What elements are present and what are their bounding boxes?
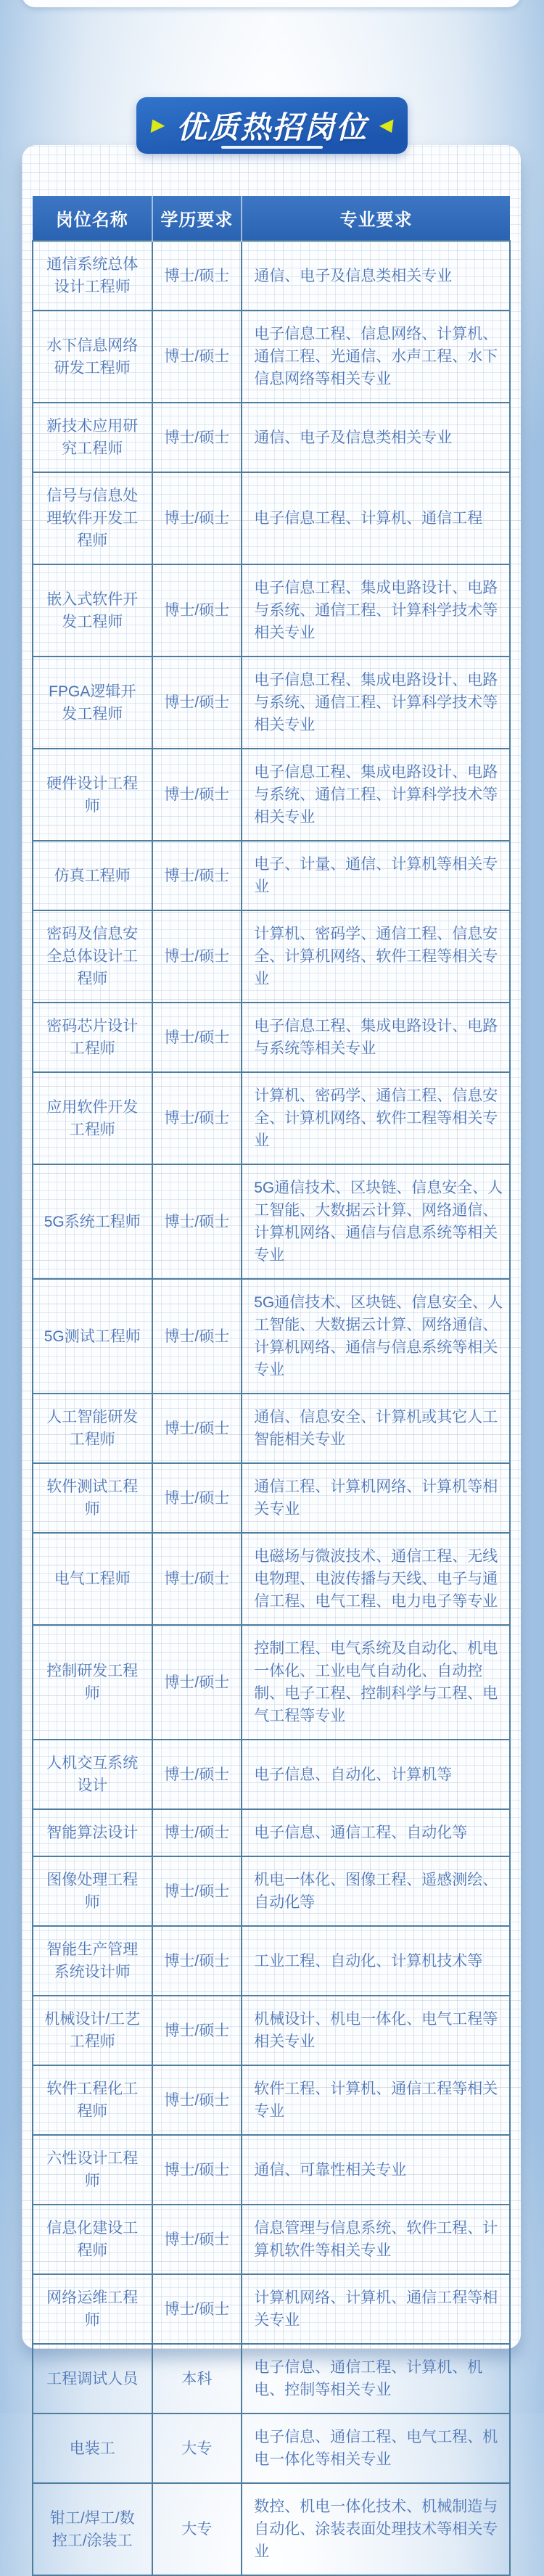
table-row <box>33 1926 510 1996</box>
majors-cell: 电磁场与微波技术、通信工程、无线电物理、电波传播与天线、电子与通信工程、电气工程、电力电子等专业 <box>242 1533 510 1625</box>
table-row <box>33 2205 510 2274</box>
table-row <box>33 910 510 1003</box>
education-cell: 博士/硕士 <box>152 310 242 403</box>
table-row <box>33 1463 510 1533</box>
position-cell: 硬件设计工程师 <box>33 749 152 841</box>
majors-cell: 通信、电子及信息类相关专业 <box>242 403 510 472</box>
majors-cell: 通信工程、计算机网络、计算机等相关专业 <box>242 1463 510 1533</box>
table-row <box>33 657 510 749</box>
majors-cell: 电子信息、通信工程、计算机、机电、控制等相关专业 <box>242 2344 510 2414</box>
position-cell: 电装工 <box>33 2414 152 2483</box>
position-cell: 人机交互系统设计 <box>33 1740 152 1809</box>
position-cell: 嵌入式软件开发工程师 <box>33 564 152 657</box>
position-cell: 信号与信息处理软件开发工程师 <box>33 472 152 564</box>
education-cell: 博士/硕士 <box>152 564 242 657</box>
majors-cell: 电子信息、通信工程、自动化等 <box>242 1809 510 1856</box>
education-cell: 博士/硕士 <box>152 749 242 841</box>
education-cell: 博士/硕士 <box>152 1072 242 1164</box>
education-cell: 博士/硕士 <box>152 1856 242 1926</box>
position-cell: 智能生产管理系统设计师 <box>33 1926 152 1996</box>
table-row <box>33 1856 510 1926</box>
majors-cell: 电子信息、自动化、计算机等 <box>242 1740 510 1809</box>
jobs-table-body <box>33 241 510 2575</box>
grid-paper-card <box>22 145 521 2560</box>
table-row <box>33 403 510 472</box>
jobs-table-header <box>33 196 510 241</box>
majors-cell: 电子信息、通信工程、电气工程、机电一体化等相关专业 <box>242 2414 510 2483</box>
majors-cell: 计算机、密码学、通信工程、信息安全、计算机网络、软件工程等相关专业 <box>242 1072 510 1164</box>
position-cell: 人工智能研发工程师 <box>33 1394 152 1463</box>
education-cell: 博士/硕士 <box>152 1625 242 1740</box>
majors-cell: 数控、机电一体化技术、机械制造与自动化、涂装表面处理技术等相关专业 <box>242 2483 510 2575</box>
position-cell: FPGA逻辑开发工程师 <box>33 657 152 749</box>
education-cell: 博士/硕士 <box>152 2274 242 2344</box>
position-cell: 机械设计/工艺工程师 <box>33 1996 152 2065</box>
table-row <box>33 2414 510 2483</box>
majors-cell: 机械设计、机电一体化、电气工程等相关专业 <box>242 1996 510 2065</box>
position-cell: 工程调试人员 <box>33 2344 152 2414</box>
education-cell: 博士/硕士 <box>152 657 242 749</box>
table-row <box>33 1740 510 1809</box>
majors-cell: 电子信息工程、集成电路设计、电路与系统等相关专业 <box>242 1003 510 1072</box>
right-pointing-arrow-icon: ▶ <box>149 115 166 135</box>
previous-card-bottom-edge <box>22 0 521 7</box>
education-cell: 博士/硕士 <box>152 1463 242 1533</box>
position-cell: 新技术应用研究工程师 <box>33 403 152 472</box>
position-cell: 软件工程化工程师 <box>33 2065 152 2135</box>
table-row <box>33 472 510 564</box>
majors-cell: 机电一体化、图像工程、遥感测绘、自动化等 <box>242 1856 510 1926</box>
table-row <box>33 1996 510 2065</box>
education-cell: 博士/硕士 <box>152 1996 242 2065</box>
majors-cell: 电子、计量、通信、计算机等相关专业 <box>242 841 510 910</box>
majors-cell: 电子信息工程、信息网络、计算机、通信工程、光通信、水声工程、水下信息网络等相关专业 <box>242 310 510 403</box>
table-row <box>33 841 510 910</box>
education-cell: 本科 <box>152 2344 242 2414</box>
table-row <box>33 1003 510 1072</box>
majors-cell: 通信、电子及信息类相关专业 <box>242 241 510 310</box>
table-row <box>33 1809 510 1856</box>
position-cell: 钳工/焊工/数控工/涂装工 <box>33 2483 152 2575</box>
education-cell: 博士/硕士 <box>152 1003 242 1072</box>
position-cell: 网络运维工程师 <box>33 2274 152 2344</box>
section-title-banner <box>136 97 408 154</box>
col-header-position: 岗位名称 <box>33 196 152 241</box>
education-cell: 博士/硕士 <box>152 472 242 564</box>
majors-cell: 5G通信技术、区块链、信息安全、人工智能、大数据云计算、网络通信、计算机网络、通信与信息系统等相关专业 <box>242 1164 510 1279</box>
majors-cell: 电子信息工程、集成电路设计、电路与系统、通信工程、计算科学技术等相关专业 <box>242 564 510 657</box>
education-cell: 博士/硕士 <box>152 1926 242 1996</box>
table-row <box>33 1072 510 1164</box>
majors-cell: 通信、可靠性相关专业 <box>242 2135 510 2205</box>
education-cell: 博士/硕士 <box>152 1164 242 1279</box>
majors-cell: 计算机网络、计算机、通信工程等相关专业 <box>242 2274 510 2344</box>
education-cell: 博士/硕士 <box>152 403 242 472</box>
section-title: 优质热招岗位 <box>176 110 368 144</box>
position-cell: 六性设计工程师 <box>33 2135 152 2205</box>
education-cell: 博士/硕士 <box>152 1740 242 1809</box>
position-cell: 水下信息网络研发工程师 <box>33 310 152 403</box>
table-row <box>33 1279 510 1394</box>
majors-cell: 信息管理与信息系统、软件工程、计算机软件等相关专业 <box>242 2205 510 2274</box>
header-row <box>33 196 510 241</box>
majors-cell: 软件工程、计算机、通信工程等相关专业 <box>242 2065 510 2135</box>
table-row <box>33 749 510 841</box>
position-cell: 5G测试工程师 <box>33 1279 152 1394</box>
education-cell: 博士/硕士 <box>152 910 242 1003</box>
position-cell: 5G系统工程师 <box>33 1164 152 1279</box>
position-cell: 信息化建设工程师 <box>33 2205 152 2274</box>
majors-cell: 通信、信息安全、计算机或其它人工智能相关专业 <box>242 1394 510 1463</box>
position-cell: 控制研发工程师 <box>33 1625 152 1740</box>
education-cell: 博士/硕士 <box>152 1394 242 1463</box>
table-row <box>33 1533 510 1625</box>
table-row <box>33 2274 510 2344</box>
position-cell: 软件测试工程师 <box>33 1463 152 1533</box>
left-pointing-arrow-icon: ◀ <box>378 115 395 135</box>
position-cell: 密码芯片设计工程师 <box>33 1003 152 1072</box>
education-cell: 大专 <box>152 2414 242 2483</box>
table-row <box>33 241 510 310</box>
majors-cell: 计算机、密码学、通信工程、信息安全、计算机网络、软件工程等相关专业 <box>242 910 510 1003</box>
education-cell: 博士/硕士 <box>152 2135 242 2205</box>
position-cell: 电气工程师 <box>33 1533 152 1625</box>
education-cell: 博士/硕士 <box>152 1279 242 1394</box>
table-row <box>33 310 510 403</box>
position-cell: 智能算法设计 <box>33 1809 152 1856</box>
table-row <box>33 2344 510 2414</box>
table-row <box>33 564 510 657</box>
col-header-majors: 专业要求 <box>242 196 510 241</box>
table-row <box>33 1625 510 1740</box>
majors-cell: 电子信息工程、集成电路设计、电路与系统、通信工程、计算科学技术等相关专业 <box>242 749 510 841</box>
position-cell: 仿真工程师 <box>33 841 152 910</box>
education-cell: 博士/硕士 <box>152 241 242 310</box>
education-cell: 博士/硕士 <box>152 2065 242 2135</box>
education-cell: 博士/硕士 <box>152 2205 242 2274</box>
position-cell: 通信系统总体设计工程师 <box>33 241 152 310</box>
position-cell: 密码及信息安全总体设计工程师 <box>33 910 152 1003</box>
table-row <box>33 1164 510 1279</box>
table-row <box>33 2135 510 2205</box>
table-row <box>33 1394 510 1463</box>
majors-cell: 控制工程、电气系统及自动化、机电一体化、工业电气自动化、自动控制、电子工程、控制科学与工程、电气工程等专业 <box>242 1625 510 1740</box>
jobs-table <box>32 196 511 2576</box>
education-cell: 博士/硕士 <box>152 841 242 910</box>
col-header-education: 学历要求 <box>152 196 242 241</box>
majors-cell: 电子信息工程、计算机、通信工程 <box>242 472 510 564</box>
table-row <box>33 2483 510 2575</box>
education-cell: 大专 <box>152 2483 242 2575</box>
education-cell: 博士/硕士 <box>152 1809 242 1856</box>
majors-cell: 工业工程、自动化、计算机技术等 <box>242 1926 510 1996</box>
position-cell: 图像处理工程师 <box>33 1856 152 1926</box>
position-cell: 应用软件开发工程师 <box>33 1072 152 1164</box>
education-cell: 博士/硕士 <box>152 1533 242 1625</box>
table-row <box>33 2065 510 2135</box>
majors-cell: 电子信息工程、集成电路设计、电路与系统、通信工程、计算科学技术等相关专业 <box>242 657 510 749</box>
majors-cell: 5G通信技术、区块链、信息安全、人工智能、大数据云计算、网络通信、计算机网络、通信与信息系统等相关专业 <box>242 1279 510 1394</box>
